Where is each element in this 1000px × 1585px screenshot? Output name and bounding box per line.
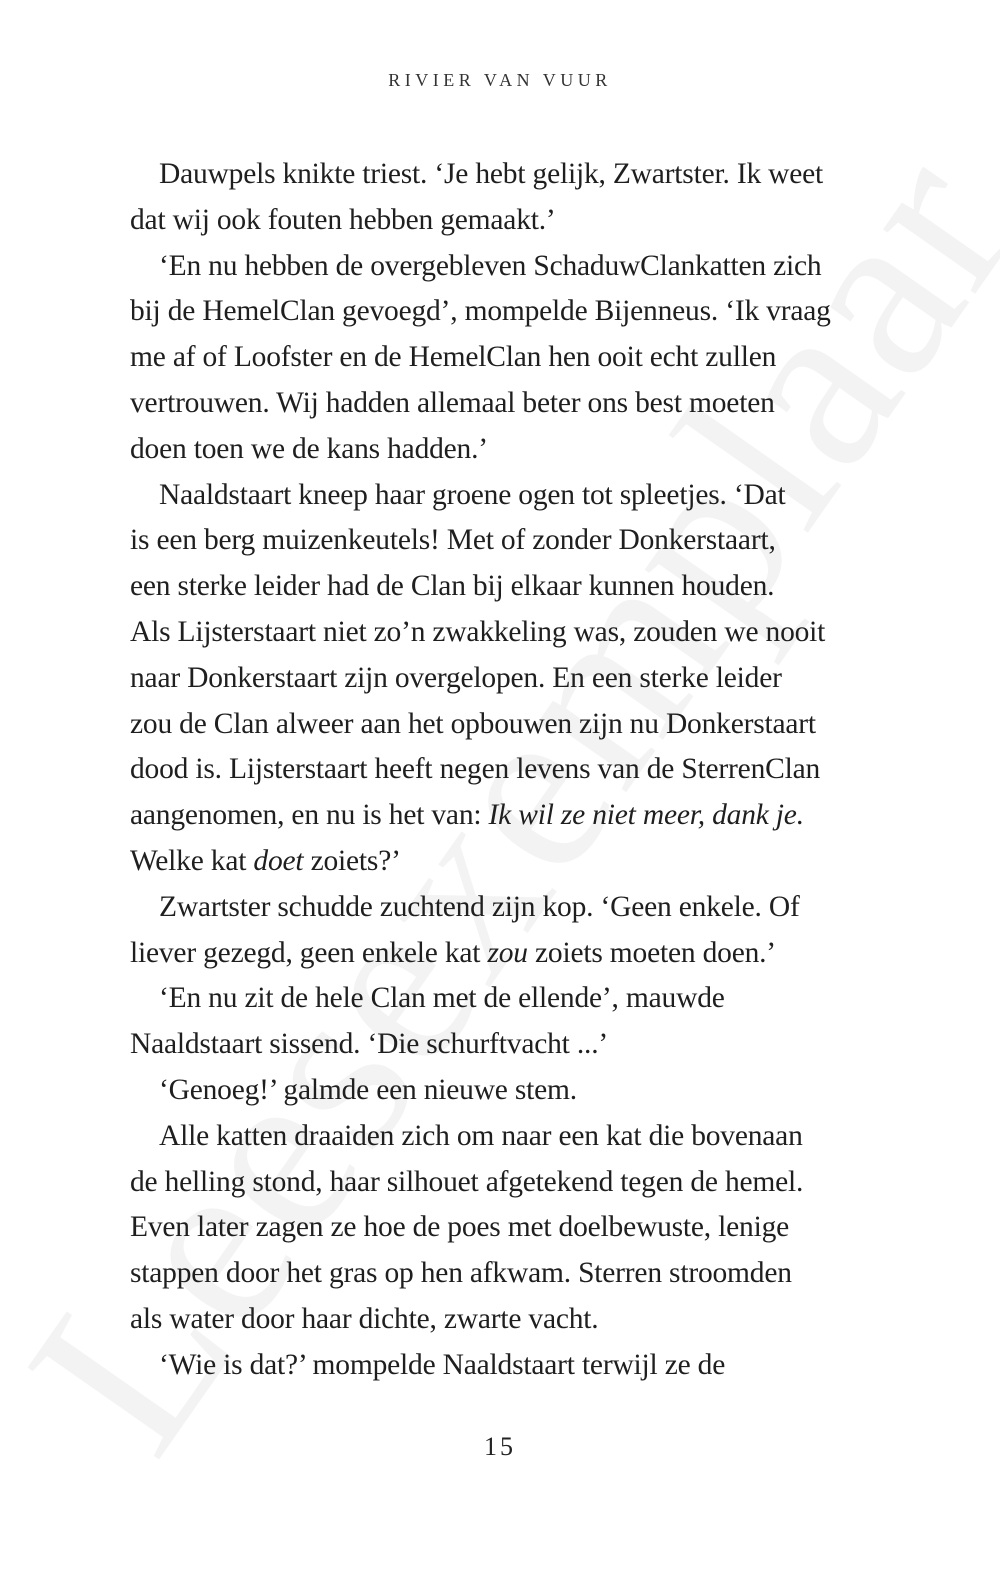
text-line: als water door haar dichte, zwarte vacht. <box>130 1302 599 1335</box>
text-line: Naaldstaart kneep haar groene ogen tot spleetjes. ‘Dat <box>159 478 786 511</box>
text-line: Als Lijsterstaart niet zo’n zwakkeling was, zouden we nooit <box>130 615 826 648</box>
text-line: Naaldstaart sissend. ‘Die schurftvacht ...’ <box>130 1028 608 1061</box>
text-line: Even later zagen ze hoe de poes met doelbewuste, lenige <box>130 1211 790 1244</box>
text-line <box>130 839 870 885</box>
text-line: Zwartster schudde zuchtend zijn kop. ‘Geen enkele. Of <box>159 890 800 923</box>
text-line: ‘Genoeg!’ galmde een nieuwe stem. <box>159 1073 577 1106</box>
text-line: bij de HemelClan gevoegd’, mompelde Bijenneus. ‘Ik vraag <box>130 295 831 328</box>
italic-span: doet <box>253 844 304 877</box>
text-line: zou de Clan alweer aan het opbouwen zijn nu Donkerstaart <box>130 707 816 740</box>
italic-span: Ik wil ze niet meer, dank je. <box>488 799 804 832</box>
text-line: Dauwpels knikte triest. ‘Je hebt gelijk, Zwartster. Ik weet <box>159 158 824 190</box>
running-head: RIVIER VAN VUUR <box>388 70 612 90</box>
text-line: ‘En nu zit de hele Clan met de ellende’, mauwde <box>159 982 725 1015</box>
text-line: dood is. Lijsterstaart heeft negen levens van de SterrenClan <box>130 753 821 786</box>
text-line: Alle katten draaiden zich om naar een kat die bovenaan <box>159 1119 803 1152</box>
text-span: liever gezegd, geen enkele kat <box>130 936 488 969</box>
text-line: een sterke leider had de Clan bij elkaar kunnen houden. <box>130 570 775 603</box>
text-line: naar Donkerstaart zijn overgelopen. En een sterke leider <box>130 661 782 694</box>
text-line <box>130 931 870 977</box>
text-line: is een berg muizenkeutels! Met of zonder Donkerstaart, <box>130 524 776 557</box>
text-span: Welke kat <box>130 844 254 877</box>
italic-span: zou <box>487 936 528 969</box>
text-line: stappen door het gras op hen afkwam. Sterren stroomden <box>130 1257 792 1290</box>
text-line: vertrouwen. Wij hadden allemaal beter ons best moeten <box>130 386 775 419</box>
text-line: ‘En nu hebben de overgebleven SchaduwClankatten zich <box>159 249 822 282</box>
text-span: zoiets moeten doen.’ <box>527 936 776 969</box>
text-line: dat wij ook fouten hebben gemaakt.’ <box>130 203 556 236</box>
text-line: ‘Wie is dat?’ mompelde Naaldstaart terwijl ze de <box>159 1348 726 1381</box>
text-line: me af of Loofster en de HemelClan hen ooit echt zullen <box>130 341 777 374</box>
text-line: doen toen we de kans hadden.’ <box>130 432 488 465</box>
page-number: 15 <box>484 1432 516 1461</box>
text-span: aangenomen, en nu is het van: <box>130 799 489 832</box>
text-line <box>130 793 870 839</box>
body-text <box>130 152 870 1389</box>
text-span: zoiets?’ <box>303 844 401 877</box>
text-line: de helling stond, haar silhouet afgetekend tegen de hemel. <box>130 1165 804 1198</box>
